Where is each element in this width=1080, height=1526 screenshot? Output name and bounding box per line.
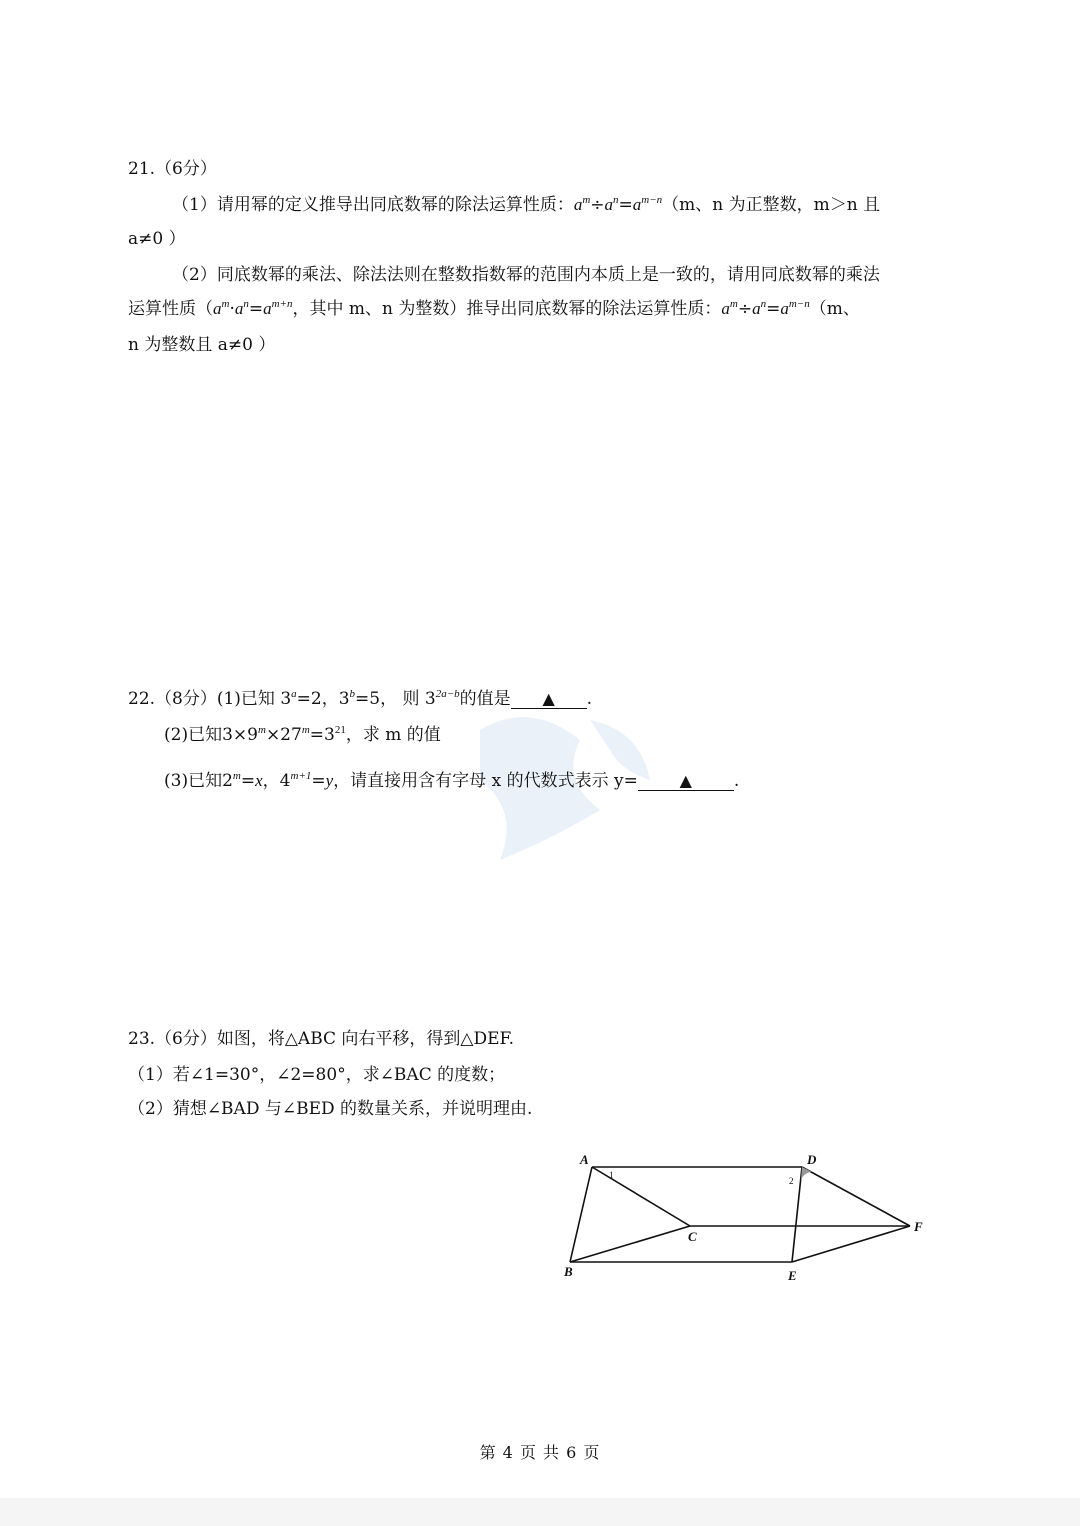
- label-angle-2: 2: [789, 1176, 794, 1186]
- triangle-marker: ▲: [542, 689, 555, 708]
- label-e: E: [788, 1268, 797, 1283]
- label-c: C: [688, 1229, 697, 1244]
- q22-part1-period: .: [586, 689, 593, 709]
- segment-de: [792, 1167, 802, 1262]
- q21-part2-line2a: 运算性质（: [128, 299, 213, 319]
- label-a: A: [580, 1152, 589, 1167]
- segment-bc: [570, 1226, 690, 1262]
- q22-part1-mid: =2，3: [296, 689, 350, 709]
- q22-part1-end: 的值是: [459, 689, 511, 709]
- q22-part1: 22.（8分）(1)已知 $3^a=2$，$3^b=5$， 则 $3^{2a-b}$的值是 ▲ .: [128, 688, 593, 709]
- q23-part2: （2）猜想∠BAD 与∠BED 的数量关系，并说明理由.: [128, 1099, 533, 1119]
- page-bottom-edge: [0, 1498, 1080, 1526]
- label-angle-1: 1: [609, 1170, 614, 1180]
- label-b: B: [564, 1264, 573, 1279]
- segment-df: [802, 1167, 910, 1226]
- segment-ab: [570, 1167, 592, 1262]
- q23-part1: （1）若∠1=30°，∠2=80°，求∠BAC 的度数；: [128, 1065, 506, 1085]
- q22-part2-label: (2)已知: [164, 725, 223, 745]
- q21-part2-line2: 运算性质（$a^m\cdot a^n=a^{m+n}$，其中 m、n 为整数）推导出同底数幂的除法运算性质：$a^m\div a^n=a^{m-n}(m$、: [128, 298, 860, 319]
- q22-part3-text: ，请直接用含有字母 x 的代数式表示 y=: [333, 771, 638, 791]
- q21-part1-cond: （m、n 为正整数，m＞n 且: [662, 195, 881, 215]
- q23-header: 23.（6分）如图，将△ABC 向右平移，得到△DEF.: [128, 1029, 515, 1049]
- triangle-marker: ▲: [679, 771, 692, 790]
- q21-part2-line1: （2）同底数幂的乘法、除法法则在整数指数幂的范围内本质上是一致的，请用同底数幂的乘法: [172, 265, 880, 285]
- segment-ef: [792, 1226, 910, 1262]
- q22-header: 22.（8分）(1)已知 3: [128, 689, 292, 709]
- q22-part1-mid2: =5， 则 3: [355, 689, 436, 709]
- page-footer: 第 4 页 共 6 页: [479, 1443, 601, 1462]
- q21-part1-cond2: a≠0 ）: [128, 229, 186, 249]
- q22-part3-period: .: [733, 771, 740, 791]
- q21-part2-line3: n 为整数且 a≠0 ）: [128, 335, 276, 355]
- q21-part2-line2b: ，其中 m、n 为整数）推导出同底数幂的除法运算性质：: [292, 299, 722, 319]
- q21-part1-label: （1）请用幂的定义推导出同底数幂的除法运算性质：: [172, 195, 574, 215]
- q22-answer-blank-1[interactable]: [511, 690, 587, 709]
- q22-answer-blank-2[interactable]: [638, 772, 734, 791]
- q22-part3-label: (3)已知: [164, 771, 223, 791]
- q21-header: 21.（6分）: [128, 159, 217, 179]
- q22-part2-eq: ，求 m 的值: [345, 725, 441, 745]
- segment-ac: [592, 1167, 690, 1226]
- q21-part2-line2c: （m、: [809, 299, 860, 319]
- q22-part3: (3)已知$2^m=x$，$4^{m+1}=y$，请直接用含有字母 x 的代数式表示 y= ▲ .: [164, 770, 740, 791]
- q21-part1: （1）请用幂的定义推导出同底数幂的除法运算性质：$a^m\div a^n=a^{m-n}(m$、n 为正整数，m＞n 且: [172, 194, 881, 215]
- label-f: F: [914, 1219, 923, 1234]
- label-d: D: [807, 1152, 817, 1167]
- translation-figure: [560, 1148, 940, 1288]
- q22-part2: (2)已知$3\times 9^m\times 27^m=3^{21}$，求 m 的值: [164, 724, 441, 745]
